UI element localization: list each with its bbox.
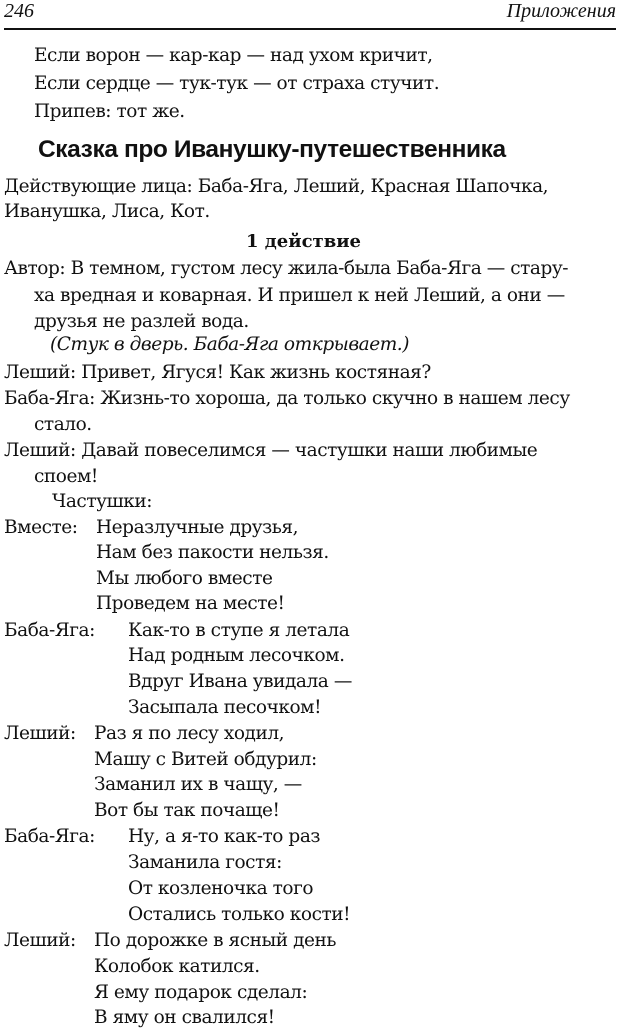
verse-line: Как-то в ступе я летала (128, 620, 350, 641)
verse-line: Ну, а я-то как-то раз (128, 826, 321, 847)
speaker-label: Баба-Яга: (4, 620, 95, 641)
verse-line: Вот бы так почаще! (94, 800, 280, 821)
verse-line: Над родным лесочком. (128, 645, 345, 666)
text-line: Иванушка, Лиса, Кот. (4, 201, 210, 222)
verse-line: Мы любого вместе (96, 568, 273, 589)
text-line: стало. (34, 414, 92, 435)
speaker-label: Леший: (4, 930, 76, 951)
page-number: 246 (4, 0, 34, 22)
speaker-label: Баба-Яга: (4, 826, 95, 847)
verse-line: В яму он свалился! (94, 1007, 275, 1028)
header-rule (4, 28, 616, 30)
running-title: Приложения (506, 0, 616, 22)
speaker-label: Вместе: (4, 517, 78, 538)
verse-line: Неразлучные друзья, (96, 517, 299, 538)
act-heading: 1 действие (246, 231, 362, 252)
text-line: Действующие лица: Баба-Яга, Леший, Красная Шапочка, (4, 176, 549, 197)
text-line: ха вредная и коварная. И пришел к ней Леший, а они — (34, 285, 565, 306)
text-line: споем! (34, 466, 98, 487)
verse-line: Нам без пакости нельзя. (96, 542, 329, 563)
text-line: друзья не разлей вода. (34, 311, 249, 332)
stage-direction: (Стук в дверь. Баба-Яга открывает.) (50, 334, 410, 355)
verse-line: Вдруг Ивана увидала — (128, 671, 352, 692)
story-title: Сказка про Иванушку-путешественника (38, 136, 506, 163)
text-line: Леший: Давай повеселимся — частушки наши любимые (4, 440, 538, 461)
verse-line: Заманил их в чащу, — (94, 774, 302, 795)
verse-line: Я ему подарок сделал: (94, 982, 308, 1003)
text-line: Если ворон — кар-кар — над ухом кричит, (34, 45, 433, 66)
text-line: Припев: тот же. (34, 101, 185, 122)
text-line: Леший: Привет, Ягуся! Как жизнь костяная? (4, 362, 431, 383)
verse-line: Остались только кости! (128, 904, 351, 925)
verse-line: Раз я по лесу ходил, (94, 723, 285, 744)
verse-line: Машу с Витей обдурил: (94, 749, 317, 770)
verse-line: По дорожке в ясный день (94, 930, 337, 951)
verse-line: Засыпала песочком! (128, 697, 322, 718)
verse-line: Колобок катился. (94, 956, 260, 977)
verse-line: От козленочка того (128, 878, 314, 899)
text-line: Частушки: (52, 491, 153, 512)
text-line: Если сердце — тук-тук — от страха стучит. (34, 73, 440, 94)
verse-line: Заманила гостя: (128, 852, 282, 873)
speaker-label: Леший: (4, 723, 76, 744)
text-line: Автор: В темном, густом лесу жила-была Баба-Яга — стару- (4, 258, 569, 279)
text-line: Баба-Яга: Жизнь-то хороша, да только скучно в нашем лесу (4, 388, 570, 409)
verse-line: Проведем на месте! (96, 593, 285, 614)
